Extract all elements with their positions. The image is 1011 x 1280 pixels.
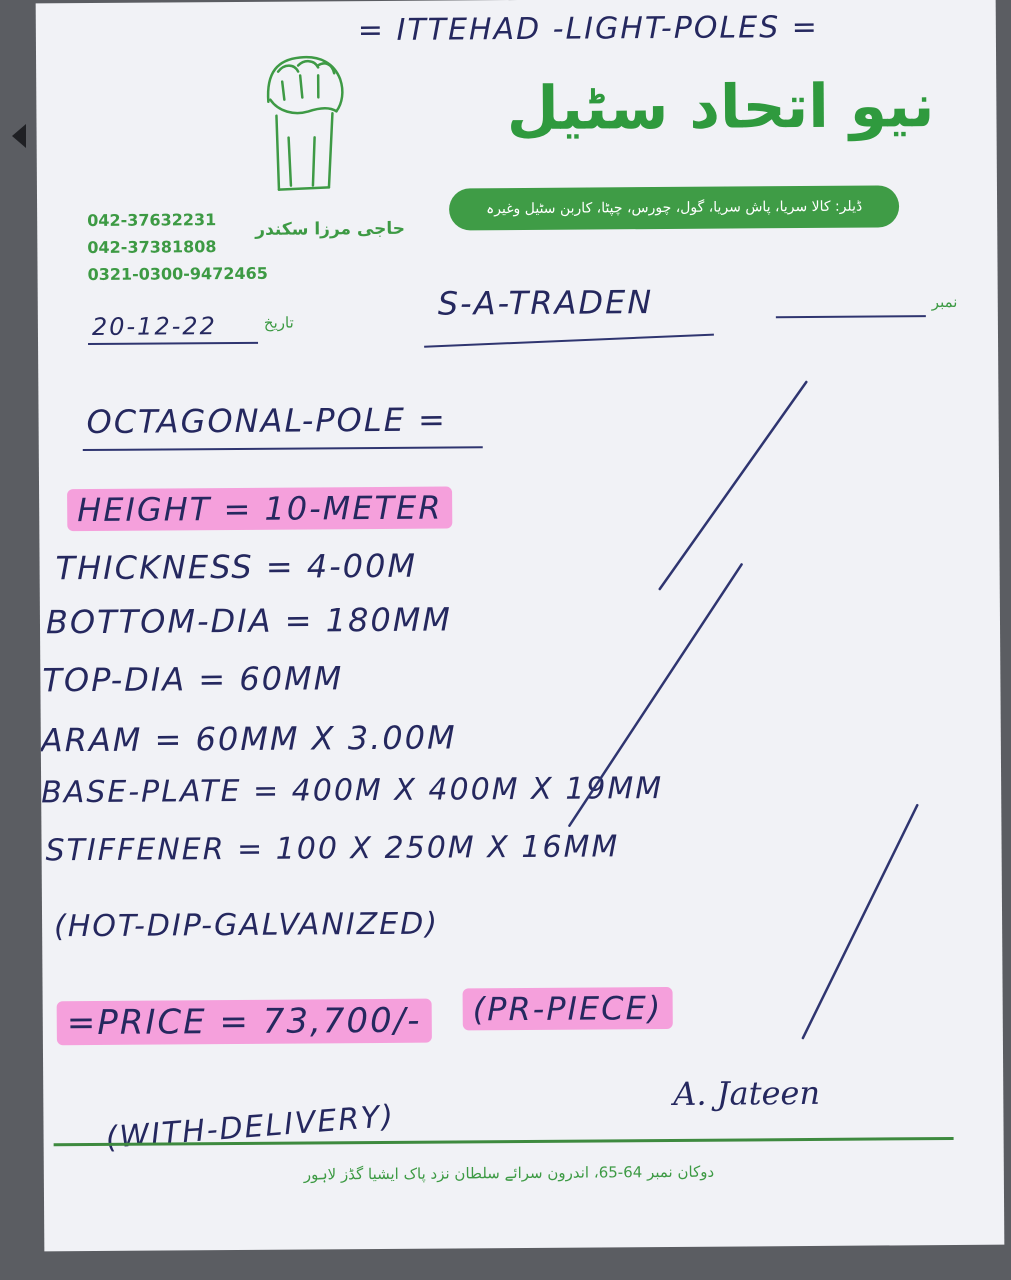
proprietor-name: حاجی مرزا سکندر [255,218,406,240]
phone-number: 042-37632231 [87,210,217,231]
spec-top-dia: TOP-DIA = 60MM [42,659,344,700]
date-value: 20-12-22 [91,312,217,341]
finish-note: (HOT-DIP-GALVANIZED) [53,906,440,945]
spec-arm: ARAM = 60MM X 3.00M [40,718,457,760]
customer-name: S-A-TRADEN [437,283,654,323]
spec-height-text: HEIGHT = 10-METER [67,486,453,531]
spec-bottom-dia: BOTTOM-DIA = 180MM [45,600,453,642]
spec-thickness: THICKNESS = 4-00M [55,546,418,588]
price-text: =PRICE = 73,700/- [57,999,432,1046]
phone-number: 0321-0300-9472465 [87,263,268,285]
product-heading: OCTAGONAL-POLE = [86,400,447,442]
signature: A. Jateen [673,1073,821,1113]
number-label: نمبر [931,292,958,312]
letterhead-page [36,0,1005,1251]
spec-stiffener: STIFFENER = 100 X 250M X 16MM [45,829,620,869]
side-arrow-icon [12,124,26,148]
date-label: تاریخ [263,313,294,332]
strike-lines [36,0,1005,1251]
spec-base-plate: BASE-PLATE = 400M X 400M X 19MM [41,771,664,811]
shop-address: دوکان نمبر 64-65، اندرون سرائے سلطان نزد پاک ایشیا گڈز لاہور [303,1162,715,1184]
dealer-banner: ڈیلر: کالا سریا، پاش سریا، گول، چورس، چپٹا، کاربن سٹیل وغیرہ [449,185,899,230]
price-row [57,1001,432,1044]
per-piece-row [463,989,673,1028]
delivery-note: (WITH-DELIVERY) [104,1098,397,1156]
handwritten-header: = ITTEHAD -LIGHT-POLES = [357,9,819,49]
per-piece-text: (PR-PIECE) [463,987,673,1030]
company-name-urdu: نیو اتحاد سٹیل [506,71,935,145]
phone-number: 042-37381808 [87,237,217,258]
